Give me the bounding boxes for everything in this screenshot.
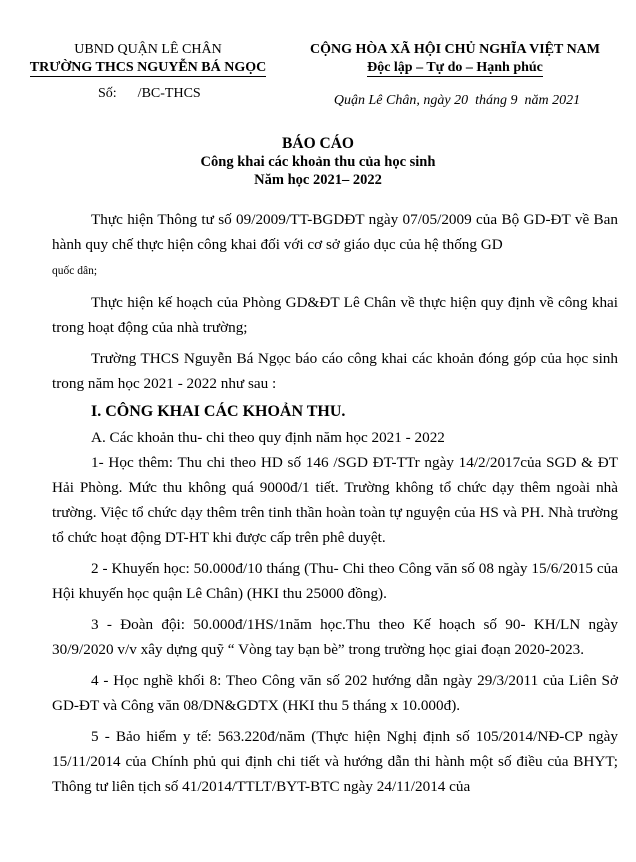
report-title-block (0, 135, 636, 189)
document-number: Số: /BC-THCS (98, 86, 201, 101)
subsection-a: A. Các khoản thu- chi theo quy định năm học 2021 - 2022 (91, 429, 445, 446)
item-study-encouragement: 2 - Khuyến học: 50.000đ/10 tháng (Thu- Chi theo Công văn số 08 ngày 15/6/2015 của Hội khuyến học quận Lê Chân) (HKI thu 25000 đồng). (52, 560, 618, 602)
item-extra-classes: 1- Học thêm: Thu chi theo HD số 146 /SGD ĐT-TTr ngày 14/2/2017của SGD & ĐT Hải Phòng. Mức thu không quá 9000đ/1 tiết. Trường không tổ chức dạy thêm ngoài nhà trường. Việc tổ chức dạy thêm trên tinh thần hoàn toàn tự nguyện của HS và PH. Nhà trường tổ chức hoạt động DT-HT khi được cấp trên phê duyệt. (52, 454, 618, 546)
item-vocational-training: 4 - Học nghề khối 8: Theo Công văn số 202 hướng dẫn ngày 29/3/2011 của Liên Sở GD-ĐT và Công văn 08/DN&GDTX (HKI thu 5 tháng x 10.000đ). (52, 672, 618, 714)
national-motto: Độc lập – Tự do – Hạnh phúc (367, 60, 543, 75)
place-date: Quận Lê Chân, ngày 20 tháng 9 năm 2021 (333, 93, 581, 108)
item-health-insurance: 5 - Bảo hiểm y tế: 563.220đ/năm (Thực hiện Nghị định số 105/2014/NĐ-CP ngày 15/11/2014 của Chính phủ qui định chi tiết và hướng dẫn thi hành một số điều của BHYT; Thông tư liên tịch số 41/2014/TTLT/BYT-BTC ngày 24/11/2014 của (52, 728, 618, 795)
national-header (290, 41, 620, 77)
paragraph-legal-basis-2: Thực hiện kế hoạch của Phòng GD&ĐT Lê Chân về thực hiện quy định về công khai trong hoạt động của nhà trường; (52, 294, 618, 336)
school-name: TRƯỜNG THCS NGUYỄN BÁ NGỌC (29, 60, 267, 75)
school-year: Năm học 2021– 2022 (254, 172, 382, 188)
item-youth-union: 3 - Đoàn đội: 50.000đ/1HS/1năm học.Thu theo Kế hoạch số 90- KH/LN ngày 30/9/2020 v/v xây dựng quỹ “ Vòng tay bạn bè” trong trường học giai đoạn 2020-2023. (52, 616, 618, 658)
report-subtitle: Công khai các khoản thu của học sinh (200, 154, 436, 170)
nation-name: CỘNG HÒA XÃ HỘI CHỦ NGHĨA VIỆT NAM (309, 42, 600, 57)
report-title: BÁO CÁO (282, 135, 354, 152)
section-heading: I. CÔNG KHAI CÁC KHOẢN THU. (91, 403, 346, 420)
issuer-block (18, 41, 278, 77)
paragraph-intro: Trường THCS Nguyễn Bá Ngọc báo cáo công khai các khoản đóng góp của học sinh trong năm học 2021 - 2022 như sau : (52, 350, 618, 392)
paragraph-legal-basis-1 (52, 207, 618, 284)
paragraph-legal-basis-1-tail: quốc dân; (52, 265, 98, 277)
report-body (52, 207, 618, 799)
paragraph-legal-basis-1-text: Thực hiện Thông tư số 09/2009/TT-BGDĐT ngày 07/05/2009 của Bộ GD-ĐT về Ban hành quy chế thực hiện công khai đối với cơ sở giáo dục của hệ thống GD (52, 211, 618, 253)
org-line: UBND QUẬN LÊ CHÂN (74, 42, 222, 57)
